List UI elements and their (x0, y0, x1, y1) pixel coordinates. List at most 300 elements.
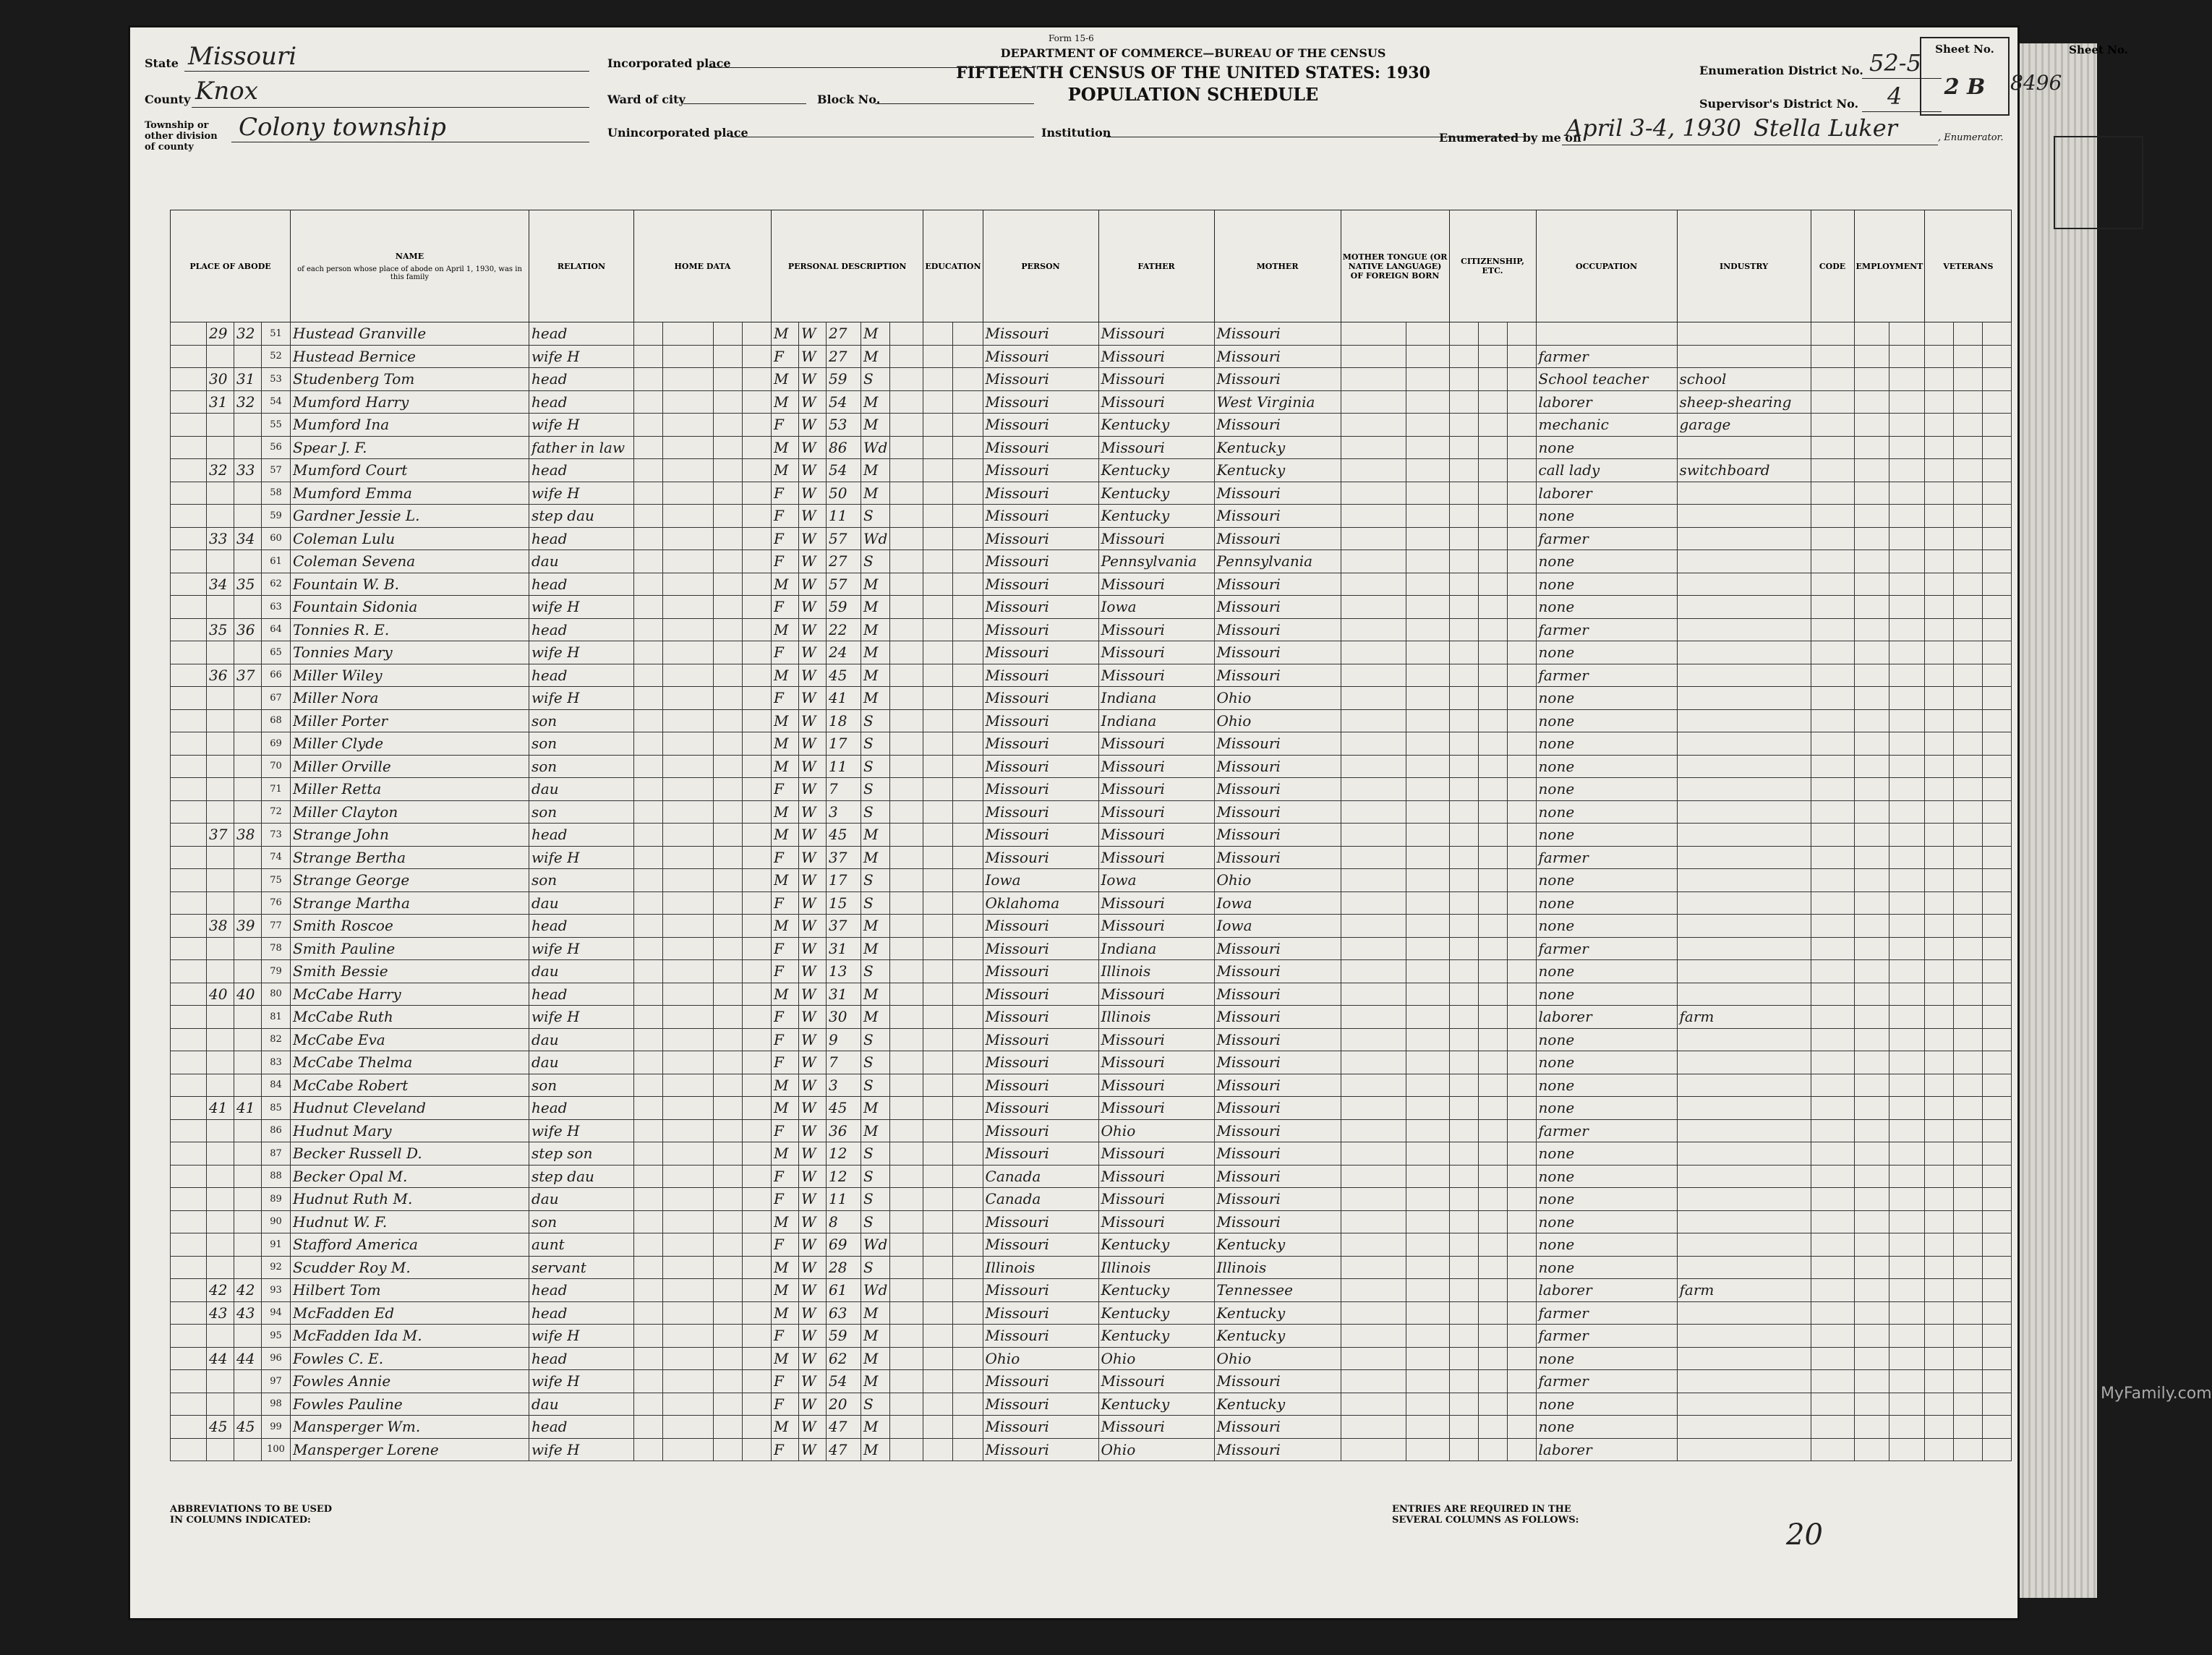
empty-cell (1854, 1097, 1889, 1120)
empty-cell (634, 1370, 663, 1393)
cell-father: Missouri (1098, 390, 1214, 414)
cell-d: 34 (207, 573, 234, 596)
empty-cell (1406, 846, 1449, 869)
empty-cell (1478, 505, 1507, 528)
street-cell (171, 1325, 207, 1348)
cell-sex: M (772, 1074, 799, 1097)
cell-n: 59 (262, 505, 291, 528)
cell-n: 85 (262, 1097, 291, 1120)
township-value: Colony township (239, 113, 446, 142)
empty-cell (1406, 1233, 1449, 1257)
empty-cell (634, 414, 663, 437)
empty-cell (953, 1370, 983, 1393)
street-cell (171, 1006, 207, 1029)
empty-cell (1341, 436, 1406, 459)
empty-cell (1507, 915, 1536, 938)
empty-cell (1478, 527, 1507, 550)
empty-cell (1341, 1393, 1406, 1416)
cell-age: 54 (827, 1370, 861, 1393)
empty-cell (1854, 1301, 1889, 1325)
empty-cell (1925, 937, 1954, 960)
empty-cell (1925, 1142, 1954, 1166)
cell-ind (1677, 505, 1811, 528)
empty-cell (634, 687, 663, 710)
empty-cell (1478, 1188, 1507, 1211)
cell-father: Kentucky (1098, 459, 1214, 482)
empty-cell (1983, 368, 2012, 391)
cell-n: 60 (262, 527, 291, 550)
cell-age: 57 (827, 573, 861, 596)
cell-rel: wife H (529, 1006, 634, 1029)
empty-cell (1341, 459, 1406, 482)
empty-cell (953, 1279, 983, 1302)
cell-age: 54 (827, 390, 861, 414)
empty-cell (1341, 891, 1406, 915)
empty-cell (1478, 1097, 1507, 1120)
cell-name: Hilbert Tom (291, 1279, 529, 1302)
cell-mother: Missouri (1214, 778, 1341, 801)
empty-cell (1925, 1233, 1954, 1257)
empty-cell (1925, 1438, 1954, 1461)
col-personal: PERSONAL DESCRIPTION (772, 210, 923, 322)
empty-cell (1341, 664, 1406, 687)
empty-cell (1341, 937, 1406, 960)
empty-cell (923, 709, 953, 732)
cell-age: 30 (827, 1006, 861, 1029)
empty-cell (1954, 915, 1983, 938)
empty-cell (890, 1370, 923, 1393)
cell-name: Hudnut W. F. (291, 1210, 529, 1233)
empty-cell (1449, 1370, 1478, 1393)
cell-age: 86 (827, 436, 861, 459)
street-cell (171, 915, 207, 938)
empty-cell (1341, 1438, 1406, 1461)
cell-occ: laborer (1536, 390, 1677, 414)
empty-cell (1854, 1233, 1889, 1257)
cell-race: W (799, 1051, 827, 1074)
cell-f (234, 755, 262, 778)
empty-cell (923, 390, 953, 414)
empty-cell (1406, 800, 1449, 824)
cell-father: Pennsylvania (1098, 550, 1214, 573)
cell-race: W (799, 1028, 827, 1051)
institution-label: Institution (1041, 126, 1111, 140)
cell-race: W (799, 1210, 827, 1233)
cell-birth: Missouri (983, 1438, 1098, 1461)
empty-cell (953, 1097, 983, 1120)
cell-sex: F (772, 960, 799, 983)
empty-cell (743, 1325, 772, 1348)
cell-ms: M (861, 618, 890, 641)
empty-cell (663, 1028, 714, 1051)
empty-cell (634, 824, 663, 847)
empty-cell (953, 1256, 983, 1279)
cell-father: Missouri (1098, 573, 1214, 596)
cell-n: 98 (262, 1393, 291, 1416)
empty-cell (1507, 641, 1536, 664)
empty-cell (1889, 1188, 1925, 1211)
cell-father: Missouri (1098, 846, 1214, 869)
empty-cell (1811, 937, 1854, 960)
empty-cell (890, 1256, 923, 1279)
cell-ms: S (861, 1074, 890, 1097)
cell-name: Mumford Ina (291, 414, 529, 437)
supervisor-district-value: 4 (1887, 82, 1903, 110)
census-title: FIFTEENTH CENSUS OF THE UNITED STATES: 1930 (956, 64, 1430, 82)
cell-d: 40 (207, 983, 234, 1006)
cell-father: Missouri (1098, 1142, 1214, 1166)
empty-cell (714, 687, 743, 710)
cell-race: W (799, 915, 827, 938)
empty-cell (1341, 1325, 1406, 1348)
cell-sex: F (772, 1165, 799, 1188)
cell-rel: head (529, 824, 634, 847)
cell-race: W (799, 550, 827, 573)
cell-f (234, 1074, 262, 1097)
cell-birth: Missouri (983, 1279, 1098, 1302)
empty-cell (1341, 709, 1406, 732)
empty-cell (1478, 800, 1507, 824)
empty-cell (1954, 596, 1983, 619)
empty-cell (1954, 527, 1983, 550)
street-cell (171, 322, 207, 346)
cell-name: Miller Orville (291, 755, 529, 778)
cell-name: Hudnut Mary (291, 1119, 529, 1142)
archive-stamp: 8496 (2010, 71, 2062, 95)
cell-ms: S (861, 368, 890, 391)
empty-cell (663, 891, 714, 915)
empty-cell (1449, 1142, 1478, 1166)
empty-cell (1478, 1256, 1507, 1279)
empty-cell (1449, 1188, 1478, 1211)
cell-rel: head (529, 664, 634, 687)
col-place-of-abode: PLACE OF ABODE (171, 210, 291, 322)
empty-cell (714, 983, 743, 1006)
table-row (171, 1188, 2012, 1211)
cell-n: 63 (262, 596, 291, 619)
cell-name: Tonnies R. E. (291, 618, 529, 641)
cell-d: 31 (207, 390, 234, 414)
empty-cell (1889, 1416, 1925, 1439)
cell-ind (1677, 1347, 1811, 1370)
empty-cell (1925, 1006, 1954, 1029)
empty-cell (1811, 368, 1854, 391)
empty-cell (1811, 915, 1854, 938)
col-relation: RELATION (529, 210, 634, 322)
cell-d (207, 1256, 234, 1279)
cell-name: Spear J. F. (291, 436, 529, 459)
empty-cell (1811, 459, 1854, 482)
cell-sex: F (772, 1188, 799, 1211)
street-cell (171, 390, 207, 414)
empty-cell (890, 983, 923, 1006)
cell-mother: Pennsylvania (1214, 550, 1341, 573)
cell-f (234, 1165, 262, 1188)
empty-cell (1954, 1325, 1983, 1348)
empty-cell (1889, 596, 1925, 619)
empty-cell (1811, 1188, 1854, 1211)
cell-f: 41 (234, 1097, 262, 1120)
cell-mother: Missouri (1214, 596, 1341, 619)
empty-cell (663, 641, 714, 664)
empty-cell (1954, 1142, 1983, 1166)
empty-cell (663, 983, 714, 1006)
street-cell (171, 891, 207, 915)
cell-name: McCabe Eva (291, 1028, 529, 1051)
empty-cell (714, 1210, 743, 1233)
empty-cell (743, 1142, 772, 1166)
empty-cell (663, 390, 714, 414)
cell-age: 37 (827, 915, 861, 938)
empty-cell (1854, 983, 1889, 1006)
cell-d (207, 1233, 234, 1257)
cell-rel: head (529, 459, 634, 482)
street-cell (171, 1142, 207, 1166)
cell-birth: Missouri (983, 800, 1098, 824)
empty-cell (1341, 596, 1406, 619)
empty-cell (953, 824, 983, 847)
empty-cell (1449, 436, 1478, 459)
empty-cell (714, 322, 743, 346)
cell-ind (1677, 1393, 1811, 1416)
empty-cell (1954, 1438, 1983, 1461)
empty-cell (1406, 596, 1449, 619)
empty-cell (1954, 937, 1983, 960)
cell-age: 18 (827, 709, 861, 732)
street-cell (171, 641, 207, 664)
cell-age: 8 (827, 1210, 861, 1233)
cell-father: Missouri (1098, 664, 1214, 687)
cell-n: 80 (262, 983, 291, 1006)
empty-cell (743, 1188, 772, 1211)
empty-cell (923, 732, 953, 756)
cell-birth: Missouri (983, 1051, 1098, 1074)
cell-d (207, 869, 234, 892)
empty-cell (1811, 664, 1854, 687)
empty-cell (1889, 1142, 1925, 1166)
empty-cell (1983, 778, 2012, 801)
empty-cell (1925, 983, 1954, 1006)
empty-cell (634, 641, 663, 664)
empty-cell (1983, 1142, 2012, 1166)
empty-cell (953, 368, 983, 391)
cell-f: 32 (234, 390, 262, 414)
empty-cell (1478, 846, 1507, 869)
cell-n: 65 (262, 641, 291, 664)
cell-ms: M (861, 1006, 890, 1029)
col-occupation: OCCUPATION (1536, 210, 1677, 322)
department-title: DEPARTMENT OF COMMERCE—BUREAU OF THE CENSUS (1000, 46, 1386, 60)
empty-cell (1983, 641, 2012, 664)
empty-cell (1449, 1119, 1478, 1142)
cell-mother: Tennessee (1214, 1279, 1341, 1302)
cell-mother: West Virginia (1214, 390, 1341, 414)
cell-occ: farmer (1536, 1325, 1677, 1348)
cell-f (234, 1438, 262, 1461)
empty-cell (1889, 390, 1925, 414)
cell-occ: none (1536, 1188, 1677, 1211)
street-cell (171, 482, 207, 505)
empty-cell (1889, 824, 1925, 847)
cell-n: 83 (262, 1051, 291, 1074)
empty-cell (714, 1028, 743, 1051)
empty-cell (634, 573, 663, 596)
cell-n: 69 (262, 732, 291, 756)
empty-cell (1889, 482, 1925, 505)
empty-cell (923, 687, 953, 710)
cell-birth: Missouri (983, 527, 1098, 550)
empty-cell (634, 1097, 663, 1120)
cell-birth: Missouri (983, 687, 1098, 710)
empty-cell (663, 322, 714, 346)
cell-n: 72 (262, 800, 291, 824)
empty-cell (1854, 1416, 1889, 1439)
cell-occ: farmer (1536, 846, 1677, 869)
cell-mother: Missouri (1214, 573, 1341, 596)
empty-cell (1925, 618, 1954, 641)
empty-cell (1811, 687, 1854, 710)
empty-cell (663, 1393, 714, 1416)
empty-cell (1983, 960, 2012, 983)
empty-cell (1478, 641, 1507, 664)
empty-cell (1854, 1165, 1889, 1188)
cell-name: Studenberg Tom (291, 368, 529, 391)
cell-d (207, 482, 234, 505)
empty-cell (1406, 390, 1449, 414)
cell-age: 24 (827, 641, 861, 664)
cell-occ: none (1536, 1165, 1677, 1188)
cell-age: 17 (827, 732, 861, 756)
empty-cell (714, 1006, 743, 1029)
cell-ind (1677, 1074, 1811, 1097)
empty-cell (743, 322, 772, 346)
cell-d: 42 (207, 1279, 234, 1302)
empty-cell (1478, 322, 1507, 346)
empty-cell (714, 1279, 743, 1302)
empty-cell (923, 1165, 953, 1188)
cell-rel: head (529, 390, 634, 414)
cell-birth: Oklahoma (983, 891, 1098, 915)
cell-ms: M (861, 664, 890, 687)
empty-cell (953, 390, 983, 414)
empty-cell (634, 1279, 663, 1302)
enumerator-suffix: , Enumerator. (1938, 132, 2004, 143)
empty-cell (1507, 527, 1536, 550)
empty-cell (1449, 915, 1478, 938)
cell-f (234, 345, 262, 368)
empty-cell (1406, 482, 1449, 505)
cell-mother: Missouri (1214, 1097, 1341, 1120)
empty-cell (1954, 846, 1983, 869)
empty-cell (923, 1325, 953, 1348)
cell-father: Illinois (1098, 1256, 1214, 1279)
empty-cell (1854, 778, 1889, 801)
empty-cell (1341, 1074, 1406, 1097)
cell-ms: M (861, 1325, 890, 1348)
empty-cell (953, 1416, 983, 1439)
cell-race: W (799, 891, 827, 915)
street-cell (171, 664, 207, 687)
cell-ms: S (861, 778, 890, 801)
empty-cell (1478, 891, 1507, 915)
empty-cell (953, 1393, 983, 1416)
cell-race: W (799, 345, 827, 368)
empty-cell (1449, 1393, 1478, 1416)
township-label: Township or other division of county (145, 120, 218, 153)
empty-cell (1507, 1119, 1536, 1142)
cell-occ: none (1536, 869, 1677, 892)
empty-cell (1449, 550, 1478, 573)
empty-cell (1983, 527, 2012, 550)
empty-cell (1925, 1347, 1954, 1370)
empty-cell (953, 1438, 983, 1461)
empty-cell (743, 482, 772, 505)
cell-age: 3 (827, 800, 861, 824)
empty-cell (634, 1142, 663, 1166)
cell-father: Missouri (1098, 983, 1214, 1006)
empty-cell (1983, 414, 2012, 437)
cell-race: W (799, 618, 827, 641)
empty-cell (923, 459, 953, 482)
table-row (171, 345, 2012, 368)
cell-f: 39 (234, 915, 262, 938)
cell-n: 58 (262, 482, 291, 505)
cell-rel: head (529, 1279, 634, 1302)
empty-cell (1983, 482, 2012, 505)
cell-name: Hudnut Cleveland (291, 1097, 529, 1120)
cell-name: Fountain Sidonia (291, 596, 529, 619)
cell-father: Missouri (1098, 345, 1214, 368)
empty-cell (1954, 960, 1983, 983)
street-cell (171, 755, 207, 778)
cell-ind (1677, 550, 1811, 573)
empty-cell (1507, 1233, 1536, 1257)
cell-age: 31 (827, 937, 861, 960)
page-number: 20 (1786, 1518, 1823, 1552)
empty-cell (1811, 1416, 1854, 1439)
empty-cell (1854, 664, 1889, 687)
cell-race: W (799, 1347, 827, 1370)
cell-name: McFadden Ed (291, 1301, 529, 1325)
empty-cell (953, 1074, 983, 1097)
street-cell (171, 800, 207, 824)
empty-cell (923, 573, 953, 596)
empty-cell (1925, 414, 1954, 437)
empty-cell (714, 641, 743, 664)
empty-cell (1507, 1301, 1536, 1325)
empty-cell (890, 390, 923, 414)
empty-cell (1854, 368, 1889, 391)
empty-cell (890, 778, 923, 801)
empty-cell (1478, 482, 1507, 505)
empty-cell (923, 1347, 953, 1370)
empty-cell (743, 869, 772, 892)
empty-cell (953, 778, 983, 801)
empty-cell (890, 345, 923, 368)
cell-ind (1677, 573, 1811, 596)
empty-cell (1925, 1210, 1954, 1233)
empty-cell (1449, 960, 1478, 983)
empty-cell (890, 414, 923, 437)
cell-ind (1677, 937, 1811, 960)
cell-occ (1536, 322, 1677, 346)
cell-ind (1677, 891, 1811, 915)
cell-mother: Missouri (1214, 1051, 1341, 1074)
cell-n: 53 (262, 368, 291, 391)
empty-cell (634, 664, 663, 687)
cell-f (234, 869, 262, 892)
cell-n: 71 (262, 778, 291, 801)
